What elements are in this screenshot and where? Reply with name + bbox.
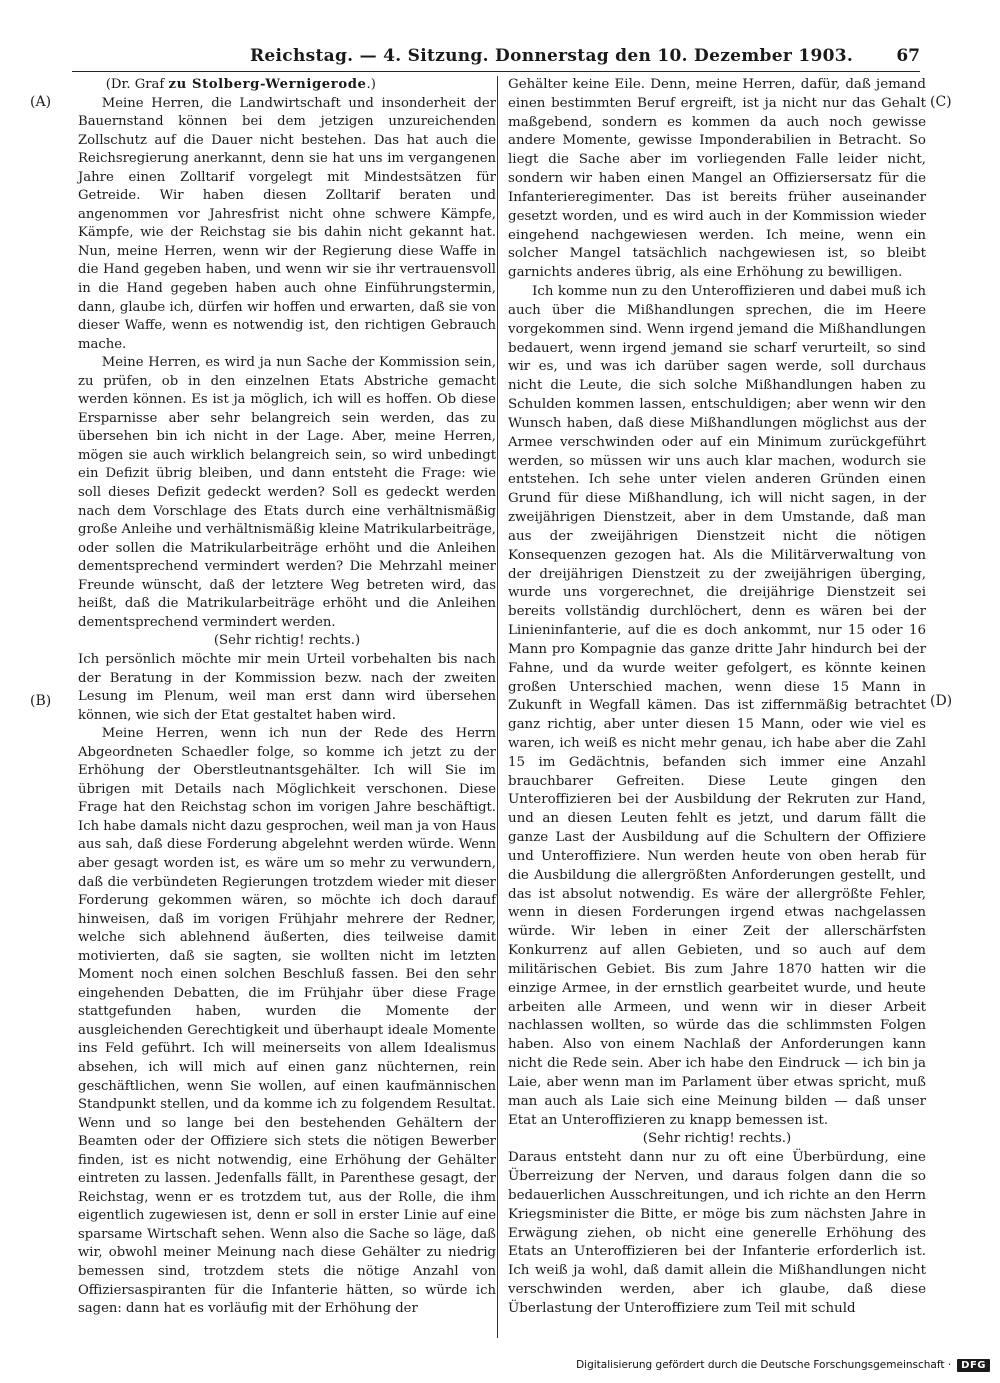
column-divider [497,76,498,1338]
margin-mark-b: (B) [30,693,52,709]
page-header [0,46,1000,68]
paragraph: Meine Herren, die Landwirtschaft und insonderheit der Bauernstand können bei dem jetzigen unzureichenden Zollschutz auf die Dauer nicht bestehen. Das hat auch die Reichsregierung anerkannt, denn sie hat uns im vergangenen Jahre einen Zolltarif vorgelegt mit Mindestsätzen für Getreide. Wir haben diesen Zolltarif beraten und angenommen vor Jahresfrist nicht ohne schwere Kämpfe, Kämpfe, wie der Reichstag sie bis dahin nicht gekannt hat. Nun, meine Herren, wenn wir der Regierung diese Waffe in die Hand gegeben haben, und wenn wir sie ihr vertrauensvoll in die Hand gegeben haben auch ohne Einführungstermin, dann, glaube ich, dürfen wir hoffen und erwarten, daß sie von dieser Waffe, wenn es notwendig ist, den richtigen Gebrauch mache. [78,95,496,352]
paragraph: Ich komme nun zu den Unteroffizieren und dabei muß ich auch über die Mißhandlungen sprechen, die im Heere vorgekommen sind. Wenn irgend jemand die Mißhandlungen bedauert, wenn irgend jemand sie scharf verurteilt, so sind wir es, und was ich darüber sagen werde, soll durchaus nicht die Leute, die sich solche Mißhandlungen haben zu Schulden kommen lassen, entschuldigen; aber wenn wir den Wunsch haben, daß diese Mißhandlungen möglichst aus der Armee verschwinden oder auf ein Minimum zurückgeführt werden, so müssen wir uns auch klar machen, wodurch sie entstehen. Ich sehe unter vielen anderen Gründen einen Grund für diese Mißhandlung, ich will nicht sagen, in der zweijährigen Dienstzeit, aber in dem Umstande, daß man aus der zweijährigen Dienstzeit nicht die nötigen Konsequenzen gezogen hat. Als die Militärverwaltung von der dreijährigen Dienstzeit zu der zweijährigen überging, wurde uns vorgerechnet, die dreijährige Dienstzeit sei bereits vollständig durchlöchert, denn es wären bei der Linieninfanterie, auf die es doch ankommt, nur 15 oder 16 Mann pro Kompagnie das ganze dritte Jahr hindurch bei der Fahne, und da wurde weiter gefolgert, es könnte keinen großen Unterschied machen, wenn diese 15 Mann in Zukunft in Wegfall kämen. Das ist ziffernmäßig betrachtet ganz richtig, aber unter diesen 15 Mann, oder wie viel es waren, ich weiß es nicht mehr genau, ich habe aber die Zahl 15 im Gedächtnis, befanden sich immer eine Anzahl brauchbarer Gefreiten. Diese Leute gingen den Unteroffizieren bei der Ausbildung der Rekruten zur Hand, und an diesen Leuten fehlt es jetzt, und darum fällt die ganze Last der Ausbildung auf die Schultern der Offiziere und Unteroffiziere. Nun werden heute von oben herab für die Ausbildung die allergrößten Anforderungen gestellt, und das ist absolut notwendig. Es wäre der allergrößte Fehler, wenn in diesen Forderungen irgend etwas nachgelassen würde. Wir leben in einer Zeit der allerschärfsten Konkurrenz auf allen Gebieten, und so auch auf dem militärischen Gebiet. Bis zum Jahre 1870 hatten wir die einzige Armee, in der ernstlich gearbeitet wurde, und heute arbeiten alle Armeen, und wenn wir in dieser Arbeit nachlassen wollten, so würde das die schlimmsten Folgen haben. Also von einem Nachlaß der Anforderungen kann nicht die Rede sein. Aber ich habe den Eindruck — ich bin ja Laie, aber wenn man im Parlament über etwas spricht, muß man auch als Laie sich eine Meinung bilden — daß unser Etat an Unteroffizieren zu knapp bemessen ist. [508,284,926,1128]
paragraph: Ich persönlich möchte mir mein Urteil vorbehalten bis nach der Beratung in der Kommission bezw. nach der zweiten Lesung im Plenum, weil man erst dann wird übersehen können, wie sich der Etat gestaltet haben wird. [78,651,496,723]
paragraph: Meine Herren, wenn ich nun der Rede des Herrn Abgeordneten Schaedler folge, so komme ich jetzt zu der Erhöhung der Oberstleutnantsgehälter. Ich will Sie im übrigen mit Details nach Möglichkeit verschonen. Diese Frage hat den Reichstag schon im vorigen Jahre beschäftigt. Ich habe damals nicht dazu gesprochen, weil man ja von Haus aus sah, daß diese Forderung abgelehnt werden würde. Wenn aber gesagt worden ist, es wäre um so mehr zu verwundern, daß die verbündeten Regierungen trotzdem wieder mit dieser Forderung gekommen wären, so möchte ich doch darauf hinweisen, daß im vorigen Frühjahr mehrere der Redner, welche sich ablehnend äußerten, dies teilweise damit motivierten, daß sie sagten, sie wollten nicht im letzten Moment noch einen solchen Beschluß fassen. Bei den sehr eingehenden Debatten, die im Frühjahr über diese Frage stattgefunden haben, wurden die Momente der ausgleichenden Gerechtigkeit und überhaupt ideale Momente ins Feld geführt. Ich will meinerseits von allem Idealismus absehen, ich will mich auf einen ganz nüchternen, rein geschäftlichen, wenn Sie wollen, auf einen kaufmännischen Standpunkt stellen, und da komme ich zu folgendem Resultat. Wenn und so lange bei den bestehenden Gehältern der Beamten oder der Offiziere sich stets die nötigen Bewerber finden, ist es nicht notwendig, eine Erhöhung der Gehälter eintreten zu lassen. Jedenfalls fällt, in Parenthese gesagt, der Reichstag, wenn er es trotzdem tut, aus der Rolle, die ihm eigentlich zugewiesen ist, denn er soll in erster Linie auf eine sparsame Wirtschaft sehen. Wenn also die Sache so läge, daß wir, obwohl meiner Meinung nach diese Gehälter zu niedrig bemessen sind, trotzdem stets die nötige Anzahl von Offiziersaspiranten für die Infanterie hätten, so würde ich sagen: dann hat es vorläufig mit der Erhöhung der [78,726,496,1317]
interjection: (Sehr richtig! rechts.) [642,1131,792,1147]
paragraph: Daraus entsteht dann nur zu oft eine Überbürdung, eine Überreizung der Nerven, und daraus folgen dann die so bedauerlichen Ausschreitungen, und ich richte an den Herrn Kriegsminister die Bitte, er möge bis zum nächsten Jahre in Erwägung ziehen, ob nicht eine generelle Erhöhung des Etats an Unteroffizieren bei der Infanterie erforderlich ist. Ich weiß ja wohl, daß damit allein die Mißhandlungen nicht verschwinden werden, aber ich glaube, daß diese Überlastung der Unteroffiziere zum Teil mit schuld [508,1150,926,1316]
interjection: (Sehr richtig! rechts.) [213,633,361,649]
page-number: 67 [896,46,920,66]
header-rule [72,71,920,72]
paragraph: Gehälter keine Eile. Denn, meine Herren, dafür, daß jemand einen bestimmten Beruf ergreift, ist ja nicht nur das Gehalt maßgebend, sondern es kommen da auch noch gewisse andere Momente, gewisse Imponderabilien in Betracht. So liegt die Sache aber im vorliegenden Falle leider nicht, sondern wir haben einen Mangel an Offiziersersatz für die Infanterieregimenter. Das ist bereits früher auseinander gesetzt worden, und es wird auch in der Kommission wieder eingehend nachgewiesen werden. Ich meine, wenn ein solcher Mangel tatsächlich nachgewiesen ist, so bleibt garnichts anderes übrig, als eine Erhöhung zu bewilligen. [508,77,926,281]
margin-mark-d: (D) [930,693,953,709]
credit-text: Digitalisierung gefördert durch die Deutsche Forschungsgemeinschaft · [576,1359,952,1371]
right-column [508,76,926,1319]
speaker-prefix: (Dr. Graf [105,77,169,92]
running-head: Reichstag. — 4. Sitzung. Donnerstag den 10. Dezember 1903. [250,46,854,66]
speaker-name: zu Stolberg-Wernigerode [168,77,367,92]
margin-mark-a: (A) [30,94,52,110]
left-column [78,76,496,1319]
digitization-credit [576,1357,990,1373]
dfg-logo-icon: DFG [957,1359,990,1372]
speaker-suffix: .) [366,77,376,92]
paragraph: Meine Herren, es wird ja nun Sache der Kommission sein, zu prüfen, ob in den einzelnen Etats Abstriche gemacht werden können. Es ist ja möglich, ich will es hoffen. Ob diese Ersparnisse aber sehr belangreich sein werden, das zu übersehen bin ich nicht in der Lage. Aber, meine Herren, mögen sie auch wirklich belangreich sein, so wird unbedingt ein Defizit übrig bleiben, und dann entsteht die Frage: wie soll dieses Defizit gedeckt werden? Soll es gedeckt werden nach dem Vorschlage des Etats durch eine verhältnismäßig große Anleihe und verhältnismäßig kleine Matrikularbeiträge, oder sollen die Matrikularbeiträge erhöht und die Anleihen dementsprechend vermindert werden? Die Mehrzahl meiner Freunde wünscht, daß der letztere Weg betreten wird, das heißt, daß die Matrikularbeiträge erhöht und die Anleihen dementsprechend vermindert werden. [78,355,496,630]
margin-mark-c: (C) [930,94,952,110]
speaker-attribution [78,76,496,95]
